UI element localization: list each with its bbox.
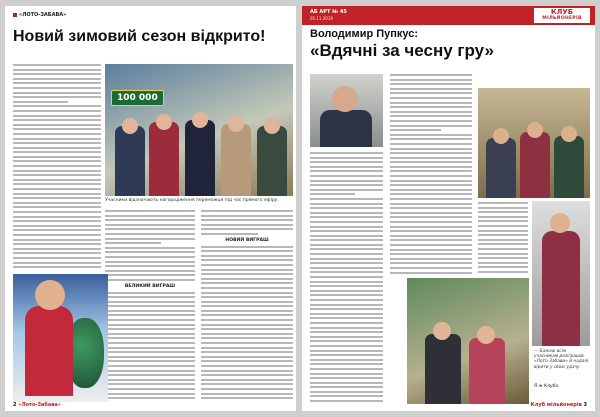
- article-author: Я ж Клуба: [534, 384, 559, 389]
- text-column-2: [390, 74, 472, 274]
- interviewee-name: Володимир Пупкус:: [310, 28, 419, 40]
- prize-banner: 100 000: [111, 90, 164, 106]
- page-number-left: [13, 402, 61, 408]
- article-title: Новий зимовий сезон відкрито!: [13, 28, 266, 45]
- left-page: [5, 6, 296, 411]
- club-subtitle: МІЛЬЙОНЕРІВ: [542, 16, 582, 21]
- text-column-1: [310, 152, 383, 404]
- club-logo: [533, 7, 591, 24]
- family-photo: [478, 88, 590, 198]
- lead-text-column: [13, 64, 101, 269]
- page-number-value: 3: [583, 402, 587, 408]
- text-column-3: [478, 202, 528, 276]
- section-header-bar: [302, 6, 595, 25]
- club-title: КЛУБ: [550, 8, 574, 16]
- photo-caption: Учасники відзначають нагородження переможця під час прямого ефіру.: [105, 198, 279, 203]
- lady-photo: [532, 201, 590, 346]
- section-rubric: «ЛОТО-ЗАБАВА»: [13, 12, 66, 18]
- photo-caption-right: — Бажаю всім учасникам розіграшів «Лото-Забави» й надалі вірити у свою удачу.: [534, 349, 589, 370]
- host-photo: [13, 274, 108, 402]
- portrait-photo: [310, 74, 383, 147]
- text-column-middle: [105, 210, 195, 402]
- subhead-new-win: НОВИЙ ВИГРАШ: [225, 237, 269, 243]
- issue-date: 05.11.2019: [310, 16, 333, 21]
- right-page: [302, 6, 595, 411]
- article-headline: «Вдячні за чесну гру»: [310, 41, 495, 60]
- text-column-right: [201, 210, 293, 402]
- page-number-right: [531, 402, 587, 408]
- subhead-big-win: ВЕЛИКИЙ ВИГРАШ: [124, 283, 176, 289]
- page-number-value: 2: [13, 402, 17, 408]
- page-number-label: Клуб мільйонерів: [530, 402, 582, 408]
- page-number-label: «Лото-Забава»: [18, 402, 62, 408]
- winner-photo: [105, 64, 293, 196]
- section-label: АБ АРТ № 45: [310, 9, 347, 15]
- couple-photo: [407, 278, 529, 404]
